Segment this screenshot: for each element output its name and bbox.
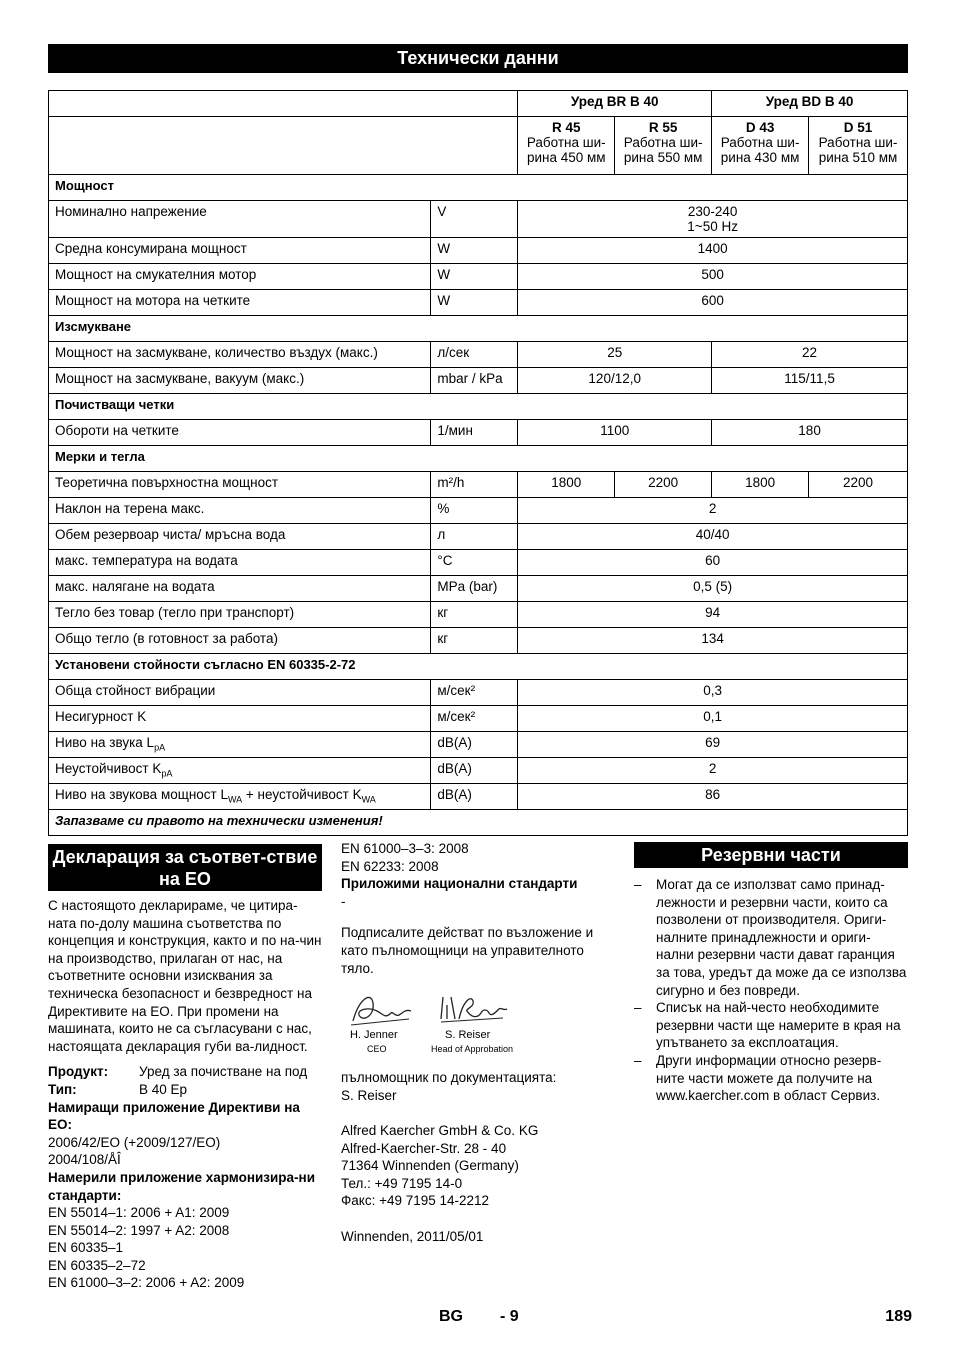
table-row: Обороти на четките 1/мин 1100 180 <box>49 420 908 446</box>
table-row: Мощност на засмукване, вакуум (макс.) mbar / kPa 120/12,0 115/11,5 <box>49 368 908 394</box>
standard-item: EN 61000–3–3: 2008 <box>341 841 469 856</box>
company-street: Alfred-Kaercher-Str. 28 - 40 <box>341 1140 507 1156</box>
technical-data-table <box>48 90 908 836</box>
company-city: 71364 Winnenden (Germany) <box>341 1158 519 1174</box>
declaration-column-middle <box>341 840 616 1245</box>
directives-label: Намиращи приложение Директиви на ЕО: <box>48 1099 300 1133</box>
signature-reiser-image <box>437 991 509 1027</box>
table-row: Теоретична повърхностна мощност m²/h 1800 2200 1800 2200 <box>49 472 908 498</box>
declaration-heading: Декларация за съответ-ствие на ЕО <box>48 844 322 891</box>
table-row: Ниво на звукова мощност $L_{WA}$ + неустойчивост $K_{WA}$ dB(A) 86 <box>49 784 908 810</box>
type-row: Тип: B 40 Ep <box>48 1081 188 1097</box>
directive-item: 2006/42/EO (+2009/127/EO) <box>48 1134 221 1150</box>
technical-data-heading: Технически данни <box>48 44 908 73</box>
table-row: Мощност на мотора на четките W 600 <box>49 290 908 316</box>
dash-bullet: – <box>634 1052 642 1068</box>
table-note: Запазваме си правото на технически изменения! <box>49 810 908 836</box>
table-row <box>49 91 908 117</box>
section-row: Установени стойности съгласно EN 60335-2-72 <box>49 654 908 680</box>
table-row: Номинално напрежение V 230-240 1~50 Hz <box>49 201 908 238</box>
model-header: R 55 Работна ши-рина 550 мм <box>615 117 712 175</box>
dash-bullet: – <box>634 877 642 892</box>
table-row: Общо тегло (в готовност за работа) кг 134 <box>49 628 908 654</box>
signers-text: Подписалите действат по възложение и като пълномощници на управителното тяло. <box>341 925 594 976</box>
model-header: R 45 Работна ши-рина 450 мм <box>518 117 615 175</box>
list-item: – Могат да се използват само принад-лежности и резервни части, които са позволени от производителя. Ориги-налните принадлежности и ориги-нални резервни части дават гаранция за това, уредът да може да се използва сигурно и без повреди. <box>634 877 907 998</box>
list-item: – Други информации относно резерв-ните части можете да получите на www.kaercher.com в област Сервиз. <box>634 1052 882 1104</box>
declaration-column-left <box>48 897 322 1292</box>
table-row: Тегло без товар (тегло при транспорт) кг 94 <box>49 602 908 628</box>
table-row: макс. налягане на водата MPa (bar) 0,5 (5) <box>49 576 908 602</box>
documentation-rep-name: S. Reiser <box>341 1087 397 1103</box>
company-fax: Факс: +49 7195 14-2212 <box>341 1193 490 1209</box>
signatures <box>341 987 616 1061</box>
table-row: Мощност на смукателния мотор W 500 <box>49 264 908 290</box>
footer-language: BG <box>439 1308 463 1325</box>
company-name: Alfred Kaercher GmbH & Co. KG <box>341 1122 539 1138</box>
table-row: Обща стойност вибрации м/сек² 0,3 <box>49 680 908 706</box>
company-phone: Тел.: +49 7195 14-0 <box>341 1175 463 1191</box>
harmonized-label: Намерили приложение хармонизира-ни стандарти: <box>48 1169 316 1203</box>
list-item: – Списък на най-често необходимите резервни части ще намерите в края на упътването за експлоатация. <box>634 1000 901 1051</box>
table-row: Ниво на звука $L_{pA}$ dB(A) 69 <box>49 732 908 758</box>
standard-item: EN 55014–2: 1997 + A2: 2008 <box>48 1222 230 1238</box>
model-header: D 51 Работна ши-рина 510 мм <box>809 117 908 175</box>
product-row: Продукт: Уред за почистване на под <box>48 1064 308 1080</box>
section-row: Почистващи четки <box>49 394 908 420</box>
table-row: Мощност на засмукване, количество въздух (макс.) л/сек 25 22 <box>49 342 908 368</box>
spare-parts-column <box>634 876 908 1105</box>
table-row: Средна консумирана мощност W 1400 <box>49 238 908 264</box>
spare-parts-heading: Резервни части <box>634 842 908 868</box>
standard-item: EN 60335–1 <box>48 1240 124 1256</box>
standard-item: EN 60335–2–72 <box>48 1257 146 1273</box>
standard-item: EN 61000–3–2: 2006 + A2: 2009 <box>48 1275 245 1291</box>
table-row: макс. температура на водата °C 60 <box>49 550 908 576</box>
spare-parts-list <box>634 876 908 1105</box>
dash-bullet: – <box>634 1000 642 1016</box>
signer1-title: CEO <box>367 1044 387 1055</box>
signer2-name: S. Reiser <box>445 1029 491 1042</box>
table-row: Обем резервоар чиста/ мръсна вода л 40/40 <box>49 524 908 550</box>
signer2-title: Head of Approbation <box>431 1044 514 1055</box>
section-row: Мощност <box>49 175 908 201</box>
signer1-name: H. Jenner <box>350 1029 398 1042</box>
table-row: Наклон на терена макс. % 2 <box>49 498 908 524</box>
section-row: Мерки и тегла <box>49 446 908 472</box>
table-row: Несигурност K м/сек² 0,1 <box>49 706 908 732</box>
directive-item: 2004/108/ÅÎ <box>48 1152 121 1168</box>
footer-section-page: - 9 <box>500 1308 519 1325</box>
group-br-header: Уред BR B 40 <box>518 91 712 117</box>
section-row: Изсмукване <box>49 316 908 342</box>
national-standards-label: Приложими национални стандарти <box>341 876 578 892</box>
model-header: D 43 Работна ши-рина 430 мм <box>712 117 809 175</box>
standard-item: EN 62233: 2008 <box>341 858 439 874</box>
documentation-rep-label: пълномощник по документацията: <box>341 1070 557 1086</box>
table-row: Неустойчивост $K_{pA}$ dB(A) 2 <box>49 758 908 784</box>
national-standards-value: - <box>341 893 346 909</box>
table-row <box>49 117 908 175</box>
group-bd-header: Уред BD B 40 <box>712 91 908 117</box>
signature-jenner-image <box>349 989 415 1029</box>
place-date: Winnenden, 2011/05/01 <box>341 1228 484 1244</box>
footer-page-number: 189 <box>885 1308 912 1325</box>
standard-item: EN 55014–1: 2006 + A1: 2009 <box>48 1205 230 1221</box>
declaration-intro: С настоящото декларираме, че цитира-ната по-долу машина съответства по концепция и конструкция, както и по на-чин на производство, прилаган от нас, на съответните основни изисквания за техническа безопасност и безвредност на Директивите на ЕО. При промени на машината, които не са съгласувани с нас, настоящата декларация губи ва-лидност. <box>48 898 322 1054</box>
